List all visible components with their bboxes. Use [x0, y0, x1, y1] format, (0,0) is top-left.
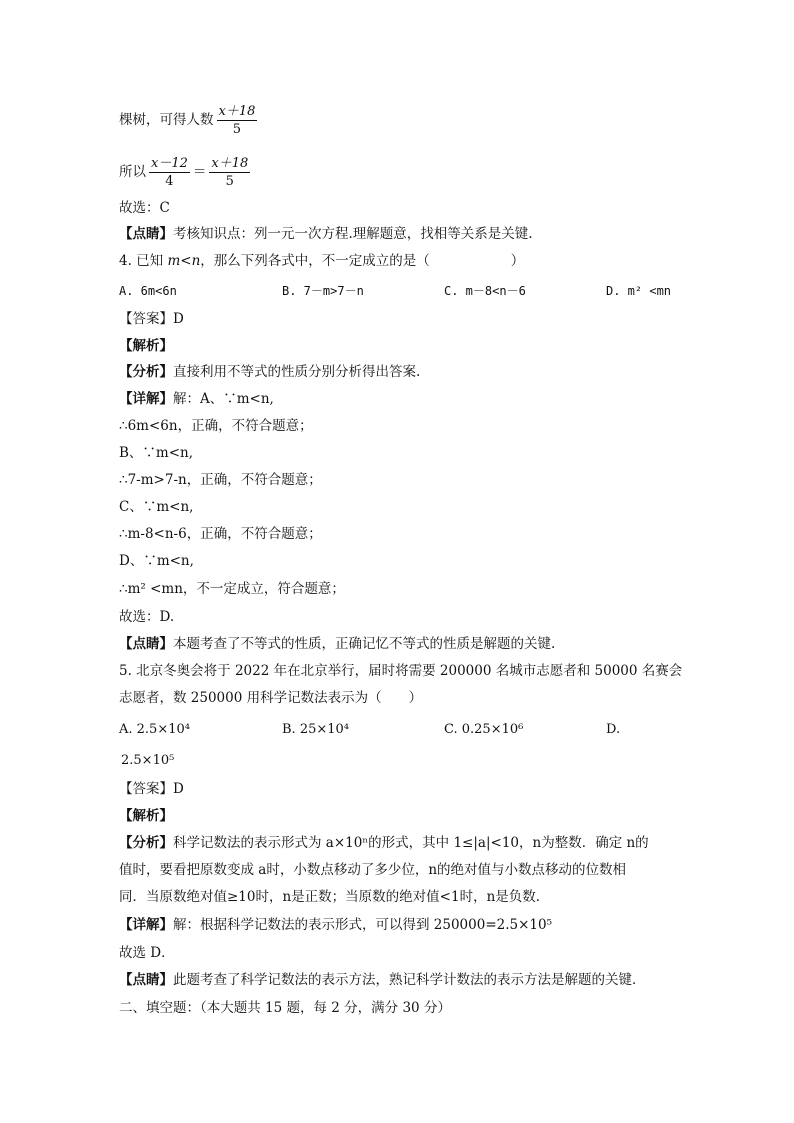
- detail-line: [119, 915, 552, 935]
- line-prefix: 所以: [119, 164, 146, 180]
- analysis-line: 同．当原数绝对值≥10时，n是正数；当原数的绝对值<1时，n是负数．: [119, 889, 550, 905]
- comment-tag: 【点睛】: [119, 226, 173, 242]
- comment-line: [119, 970, 646, 990]
- detail-line: ∴6m<6n，正确，不符合题意；: [119, 418, 313, 434]
- question-4-stem: [119, 251, 524, 271]
- stem-post: ，那么下列各式中，不一定成立的是（ ）: [200, 253, 525, 269]
- fraction-denominator: 5: [232, 122, 242, 137]
- detail-line: C、∵m<n,: [119, 499, 194, 515]
- q4-option-a: A. 6m<6n: [119, 284, 177, 298]
- text-line: [119, 104, 260, 137]
- q5-option-b: B. 25×10⁴: [282, 722, 350, 737]
- analysis-heading: 【解析】: [119, 338, 173, 354]
- section-heading: 二、填空题：（本大题共 15 题，每 2 分，满分 30 分）: [119, 1000, 451, 1016]
- equation-line: [119, 156, 253, 189]
- analysis-heading: 【解析】: [119, 808, 173, 824]
- comment-text: 考核知识点：列一元一次方程.理解题意，找相等关系是关键.: [173, 226, 533, 242]
- comment-line: [119, 224, 533, 244]
- answer-line: 【答案】D: [119, 311, 184, 327]
- comment-line: [119, 634, 555, 654]
- analysis-line: [119, 362, 420, 382]
- detail-line: B、∵m<n,: [119, 445, 194, 461]
- q5-option-a: A. 2.5×10⁴: [119, 722, 190, 737]
- q5-option-c: C. 0.25×10⁶: [444, 722, 524, 737]
- comment-tag: 【点睛】: [119, 972, 173, 988]
- detail-line: ∴m² <mn，不一定成立，符合题意；: [119, 581, 345, 597]
- fraction-denominator: 4: [165, 174, 174, 189]
- q4-option-c: C. m－8<n－6: [444, 284, 526, 298]
- q4-option-d: D. m² <mn: [606, 284, 672, 298]
- line-prefix: 棵树，可得人数: [119, 112, 214, 128]
- detail-text: 解：根据科学记数法的表示形式，可以得到 250000=2.5×10⁵: [173, 917, 553, 933]
- detail-line: 故选：D.: [119, 609, 175, 625]
- fraction-numerator: x－12: [151, 156, 188, 171]
- analysis-line: [119, 833, 649, 853]
- detail-text: 解：A、∵m<n,: [173, 391, 274, 407]
- detail-line: ∴m-8<n-6，正确，不符合题意；: [119, 526, 322, 542]
- question-5-stem-line: 志愿者，数 250000 用科学记数法表示为（ ）: [119, 690, 423, 706]
- comment-text: 此题考查了科学记数法的表示方法，熟记科学计数法的表示方法是解题的关键．: [173, 972, 646, 988]
- comment-text: 本题考查了不等式的性质，正确记忆不等式的性质是解题的关键.: [173, 636, 556, 652]
- detail-tag: 【详解】: [119, 391, 173, 407]
- fraction: [217, 104, 258, 137]
- stem-pre: 4. 已知: [119, 253, 168, 269]
- analysis-tag: 【分析】: [119, 364, 173, 380]
- fraction-denominator: 5: [225, 174, 234, 189]
- fraction: [209, 156, 250, 189]
- answer-line: 故选：C: [119, 200, 170, 216]
- detail-tag: 【详解】: [119, 917, 173, 933]
- detail-line: ∴7-m>7-n，正确，不符合题意；: [119, 472, 322, 488]
- q5-option-d: D.: [606, 722, 621, 737]
- question-5-stem-line: 5. 北京冬奥会将于 2022 年在北京举行，届时将需要 200000 名城市志愿者和 50000 名赛会: [119, 663, 683, 679]
- answer-line: 故选 D．: [119, 945, 175, 961]
- analysis-tag: 【分析】: [119, 835, 173, 851]
- comment-tag: 【点睛】: [119, 636, 173, 652]
- stem-condition: m<n: [167, 253, 201, 269]
- q4-option-b: B. 7－m>7－n: [282, 284, 364, 298]
- q5-option-d-value: 2.5×10⁵: [121, 753, 175, 768]
- equals-sign: ＝: [192, 164, 207, 180]
- answer-line: 【答案】D: [119, 781, 184, 797]
- detail-line: [119, 389, 274, 409]
- detail-line: D、∵m<n,: [119, 553, 194, 569]
- analysis-line: 值时，要看把原数变成 a时，小数点移动了多少位，n的绝对值与小数点移动的位数相: [119, 862, 627, 878]
- analysis-text: 直接利用不等式的性质分别分析得出答案.: [173, 364, 421, 380]
- fraction: [149, 156, 190, 189]
- fraction-numerator: x＋18: [211, 156, 249, 171]
- fraction-numerator: x＋18: [218, 104, 256, 119]
- analysis-text: 科学记数法的表示形式为 a×10ⁿ的形式，其中 1≤|a|<10，n为整数．确定 n的: [173, 835, 649, 851]
